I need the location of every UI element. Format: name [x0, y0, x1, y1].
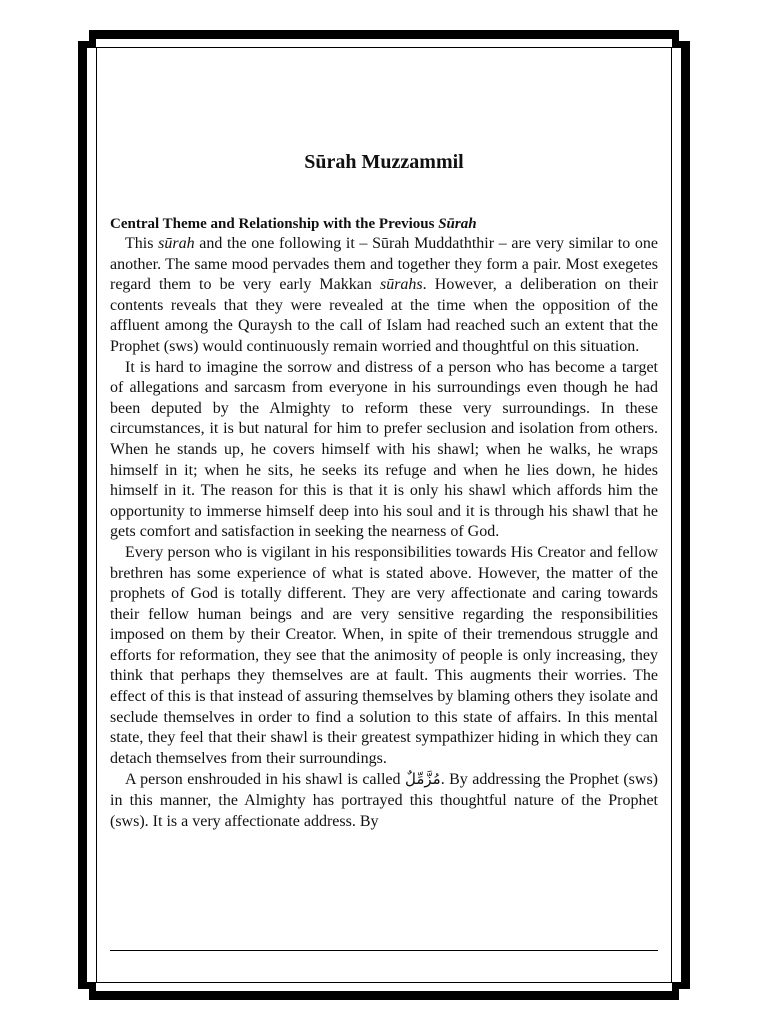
section-heading-italic: Sūrah [438, 216, 477, 232]
p1-italic-surahs: sūrahs [379, 276, 423, 294]
paragraph-1 [110, 234, 658, 358]
p1-text-a: This [125, 235, 159, 252]
frame-notch-top-left [78, 30, 96, 48]
paragraph-2: It is hard to imagine the sorrow and distress of a person who has become a target of allegations and sarcasm from everyone in his surroundings even though he had been deputed by the Almighty to reform these very surroundings. In these circumstances, it is but natural for him to prefer seclusion and isolation from others. When he stands up, he covers himself with his shawl; when he walks, he wraps himself in it; when he sits, he seeks its refuge and when he lies down, he hides himself in it. The reason for this is that it is only his shawl which affords him the opportunity to immerse himself deep into his soul and it is through his shawl that he gets comfort and satisfaction in seeking the nearness of God. [110, 358, 658, 541]
frame-notch-top-right [672, 30, 690, 48]
p1-text-e: . However, a deliberation on their contents reveals that they were revealed at the time when the opposition of the affluent among the Quraysh to the call of Islam had reached such an extent that the Prophet (sws) would continuously remain worried and thoughtful on this situation. [110, 276, 659, 355]
p1-italic-surah: sūrah [158, 235, 195, 252]
page-title: Sūrah Muzzammil [304, 151, 464, 173]
paragraph-3: Every person who is vigilant in his responsibilities towards His Creator and fellow brethren has some experience of what is stated above. However, the matter of the prophets of God is totally different. They are very affectionate and caring towards their fellow human beings and are very sensitive regarding the responsibilities imposed on them by their Creator. When, in spite of their tremendous struggle and efforts for reformation, they see that the animosity of people is only increasing, they think that perhaps they themselves are at fault. This augments their worries. The effect of this is that instead of assuring themselves by blaming others they isolate and seclude themselves in order to find a solution to this state of affairs. In this mental state, they feel that their shawl is their greatest sympathizer hiding in which they can detach themselves from their surroundings. [110, 543, 658, 767]
frame-notch-bottom-right [672, 982, 690, 1000]
page-content [110, 150, 658, 832]
p1-text-c: and the one following it – Sūrah Muddaththir – are very similar to one another. The same mood pervades them and together they form a pair. Most exegetes regard them to be very early Makkan [110, 235, 659, 294]
p4-text-a: A person enshrouded in his shawl is called [125, 771, 405, 789]
section-heading [110, 214, 658, 234]
frame-notch-bottom-left [78, 982, 96, 1000]
bottom-rule [110, 950, 658, 951]
paragraph-4 [110, 769, 658, 832]
arabic-word: مُزَّمِّلٌ [404, 770, 441, 789]
section-heading-text: Central Theme and Relationship with the Previous [110, 216, 439, 232]
p4-text-b: . By addressing the Prophet (sws) in this manner, the Almighty has portrayed this thoughtful nature of the Prophet (sws). It is a very affectionate address. By [110, 771, 658, 830]
